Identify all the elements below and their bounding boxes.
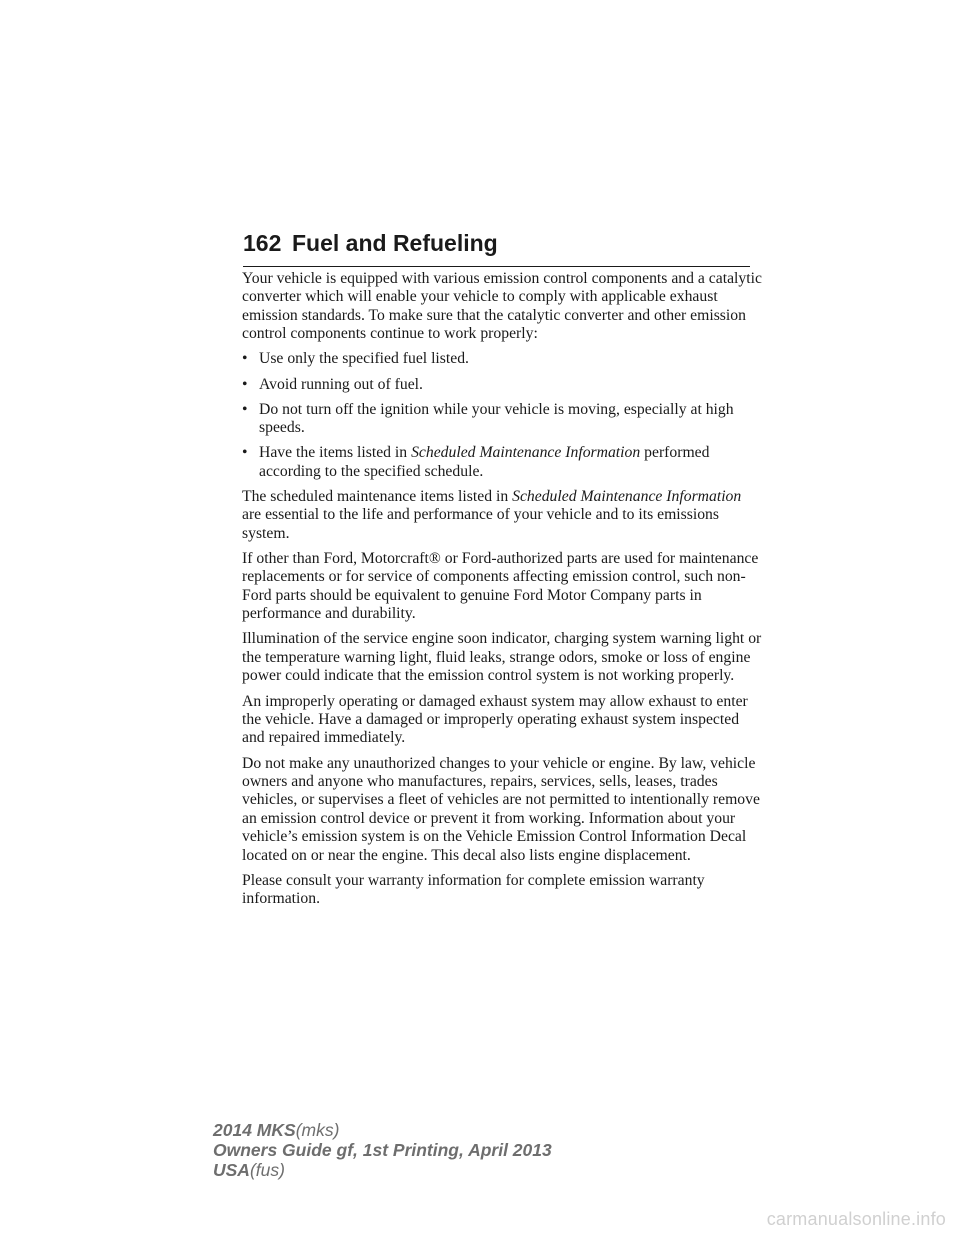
- bullet-icon: •: [242, 444, 248, 462]
- list-item-text-before: Have the items listed in: [259, 444, 412, 462]
- list-item: [242, 401, 762, 438]
- bullet-list: [242, 350, 762, 481]
- unauthorized-changes-paragraph: Do not make any unauthorized changes to your vehicle or engine. By law, vehicle owners and anyone who manufactures, repairs, services, sells, leases, trades vehicles, or supervises a fleet of vehicles are not permitted to intentionally remove an emission control device or prevent it from working. Information about your vehicle’s emission system is on the Vehicle Emission Control Information Decal located on or near the engine. This decal also lists engine displacement.: [242, 754, 760, 864]
- footer-model-code: (mks): [295, 1120, 340, 1140]
- list-item-text: Avoid running out of fuel.: [259, 375, 423, 393]
- page-header: [243, 228, 750, 267]
- list-item-text: Use only the specified fuel listed.: [259, 350, 469, 368]
- exhaust-paragraph: An improperly operating or damaged exhaust system may allow exhaust to enter the vehicle. Have a damaged or improperly operating exhaust system inspected and repaired immediately.: [242, 692, 748, 747]
- bullet-icon: •: [242, 400, 248, 418]
- list-item: [242, 350, 762, 368]
- paragraph-text-before: The scheduled maintenance items listed in: [242, 488, 513, 506]
- list-item: [242, 376, 762, 394]
- warranty-paragraph: Please consult your warranty information for complete emission warranty information.: [242, 871, 705, 908]
- section-title: Fuel and Refueling: [292, 230, 498, 256]
- parts-paragraph: If other than Ford, Motorcraft® or Ford-authorized parts are used for maintenance replacements or for service of components affecting emission control, such non-Ford parts should be equivalent to genuine Ford Motor Company parts in performance and durability.: [242, 550, 759, 623]
- list-item: [242, 444, 762, 481]
- bullet-icon: •: [242, 375, 248, 393]
- footer-model: 2014 MKS: [213, 1120, 296, 1140]
- bullet-icon: •: [242, 350, 248, 368]
- footer-line-1: [213, 1120, 552, 1140]
- watermark: carmanualsonline.info: [766, 1209, 946, 1229]
- list-item-text-after: performed according to the specified schedule.: [259, 444, 710, 480]
- list-item-italic-reference: Scheduled Maintenance Information: [411, 444, 641, 462]
- illumination-paragraph: Illumination of the service engine soon indicator, charging system warning light or the temperature warning light, fluid leaks, strange odors, smoke or loss of engine power could indicate that the emission control system is not working properly.: [242, 630, 762, 685]
- footer-market: USA: [213, 1160, 250, 1180]
- footer-line-2: Owners Guide gf, 1st Printing, April 2013: [213, 1140, 552, 1160]
- document-footer: [213, 1120, 552, 1180]
- paragraph-italic-reference: Scheduled Maintenance Information: [512, 488, 742, 506]
- footer-market-code: (fus): [249, 1160, 285, 1180]
- list-item-text: Do not turn off the ignition while your vehicle is moving, especially at high speeds.: [259, 400, 734, 437]
- scheduled-maintenance-paragraph: [242, 488, 762, 543]
- body-text: [242, 270, 762, 915]
- paragraph-text-after: are essential to the life and performance of your vehicle and to its emissions system.: [242, 506, 720, 542]
- intro-paragraph: Your vehicle is equipped with various emission control components and a catalytic converter which will enable your vehicle to comply with applicable exhaust emission standards. To make sure that the catalytic converter and other emission control components continue to work properly:: [242, 270, 762, 343]
- footer-line-3: [213, 1160, 552, 1180]
- page-number: 162: [243, 230, 282, 256]
